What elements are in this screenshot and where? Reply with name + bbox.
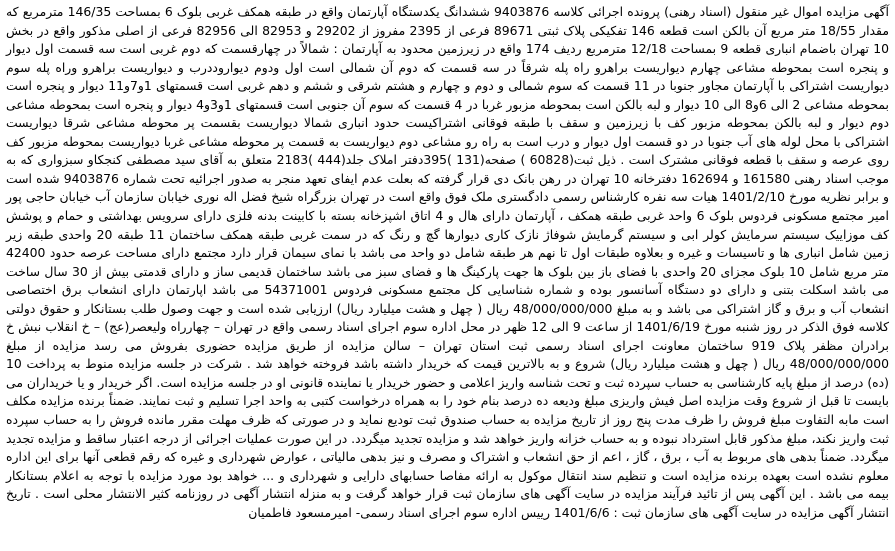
auction-notice-text: آگهی مزایده اموال غیر منقول (اسناد رهنی) پرونده اجرائی کلاسه 9403876 ششدانگ یکدستگاه آپارتمان واقع در طبقه همکف غربی بلوک 6 بمساحت 146/35 مترمربع که مقدار 18/55 متر مربع آن بالکن است قطعه 146 تفکیکی پلاک ثبتی 89671 فرعی از 2395 مفروز از 29202 و 82953 الی 82956 فرعی از اصلی مذکور واقع در بخش 10 تهران باضمام انباری قطعه 9 بمساحت 12/18 مترمربع ردیف 174 واقع در زیرزمین محدود به آپارتمان : شمالاً در چهارقسمت که دوم غربی است سه قسمت اول دیوار و پنجره است بمحوطه مشاعی چهارم دیواریست براهرو راه پله شرقاً در سه قسمت که دوم آن شمالی است اول ودوم دیواروددرب و دیواریست براهرو وراه پله سوم دیواریست اشتراکی با آپارتمان مجاور جنوبا در 11 قسمت که سوم شمالی و دوم و چهارم و هشتم شرقی و ششم و دهم غربی است قسمتهای 1و7و11 دیوار و پنجره است بمحوطه مشاعی 2 الی 6و8 الی 10 دیوار و لبه بالکن است بمحوطه مزبور غربا در 4 قسمت که سوم آن جنوبی است قسمتهای 1و3و4 دیوار و پنجره است بمحوطه مشاعی دوم دیوار و لبه بالکن بمحوطه مزبور کف با زیرزمین و سقف با طبقه فوقانی اشتراکیست حدود انباری شمالا دیواریست بقسمت پر محوطه مشاعی شرقا دیواریست اشتراکی با محل لوله های آب جنوبا در دو قسمت اول دیوار و درب است به راه رو مشاعی دوم دیواریست به قسمت پر محوطه مشاعی غربا دیواریست بمحوطه مزبور کف روی عرصه و سقف با قطعه فوقانی مشترک است . ذیل ثبت(60828 ) صفحه(131 )395دفتر املاک جلد(444 )2183 متعلق به آقای سید مصطفی کنجکاو سبزواری که به موجب اسناد رهنی 161580 و 162694 دفترخانه 10 تهران در رهن بانک دی قرار گرفته که بعلت عدم ایفای تعهد منجر به صدور اجرائیه تحت شماره 9403876 شده است و برابر نظریه مورخ 1401/2/10 هیات سه نفره کارشناس رسمی دادگستری ملک فوق واقع است در تهران بزرگراه شیخ فضل اله نوری خیابان سازمان آب خیابان حاجی پور امیر مجتمع مسکونی فردوس بلوک 6 واحد غربی طبقه همکف ، آپارتمان دارای هال و 4 اتاق اشپزخانه بسته با کابینت بدنه فلزی دارای سرویس بهداشتی و حمام و پوشش کف موزاییک سیستم سرمایش کولر ابی و سیستم گرمایش شوفاژ نازک کاری دیوارها گچ و رنگ که در سمت غربی طبقه همکف ساختمان 11 طبقه 20 واحدی طبقه زیر زمین شامل انباری ها و تاسیسات و غیره و بعلاوه طبقات اول تا نهم هر طبقه شامل دو واحد می باشد با نمای سیمان قرار دارد مجتمع دارای مساحت عرصه حدود 42400 متر مربع شامل 10 بلوک مجزای 20 واحدی با فضای باز بین بلوک ها جهت پارکینگ ها و فضای سبز می باشد ساختمان قدیمی ساز و دارای قدمتی بیش از 30 سال ساخت می باشد اسکلت بتنی و دارای دو دستگاه آسانسور بوده و شماره شناسایی کل مجتمع مسکونی فردوس 54371001 می باشد اپارتمان دارای انشعاب برق اختصاصی انشعاب آب و برق و گاز اشتراکی می باشد و به مبلغ 48/000/000/000 ریال ( چهل و هشت میلیارد ریال) ارزیابی شده است و جهت وصول طلب بستانکار و حقوق دولتی کلاسه فوق الذکر در روز شنبه مورخ 1401/6/19 از ساعت 9 الی 12 ظهر در محل اداره سوم اجرای اسناد رسمی واقع در تهران – چهارراه ولیعصر(عج) – خ انقلاب نبش خ برادران مظفر پلاک 919 ساختمان معاونت اجرای اسناد رسمی ثبت استان تهران – سالن مزایده از طریق مزایده حضوری بفروش می رسد مزایده از مبلغ 48/000/000/000 ریال ( چهل و هشت میلیارد ریال) شروع و به بالاترین قیمت که خریدار داشته باشد فروخته خواهد شد . شرکت در جلسه مزایده منوط به پرداخت 10 (ده) درصد از مبلغ پایه کارشناسی به حساب سپرده ثبت و تحت شناسه واریز اعلامی و حضور خریدار یا نماینده قانونی او در جلسه مزایده است. اگر خریدار و یا خریداران می بایست تا قبل از شروع وقت مزایده اصل فیش واریزی مبلغ ودیعه ده درصد بنام خود را به همراه درخواست کتبی به واحد اجرا تسلیم و ثبت نمایند. ضمناً برنده مزایده مکلف است مابه التفاوت مبلغ فروش را ظرف مدت پنج روز از تاریخ مزایده به حساب صندوق ثبت تودیع نماید و در صورتی که ظرف مهلت مقرر مانده فروش را به حساب سپرده ثبت واریز نکند، مبلغ مذکور قابل استرداد نبوده و به حساب خزانه واریز خواهد شد و مزایده تجدید میگردد. در این صورت عملیات اجرائی از درجه اعتبار ساقط و مزایده تجدید میگردد. ضمناً بدهی های مربوط به آب ، برق ، گاز ، اعم از حق انشعاب و اشتراک و مصرف و نیز بدهی مالیاتی ، عوارض شهرداری و غیره که رقم قطعی آنها برای این اداره معلوم نشده است بعهده برنده مزایده است و تنظیم سند انتقال موکول به ارائه مفاصا حسابهای دارایی و شهرداری و ... خواهد بود مورد مزایده با توجه به اعلام بستانکار بیمه می باشد . این آگهی پس از تائید فرآیند مزایده در سایت آگهی های سازمان ثبت قرار خواهد گرفت و به منزله انتشار آگهی در روزنامه کثیر الانتشار محلی است . تاریخ انتشار آگهی مزایده در سایت آگهی های سازمان ثبت : 1401/6/6 رییس اداره سوم اجرای اسناد رسمی- امیرمسعود فاطمیان bbox=[6, 4, 890, 520]
